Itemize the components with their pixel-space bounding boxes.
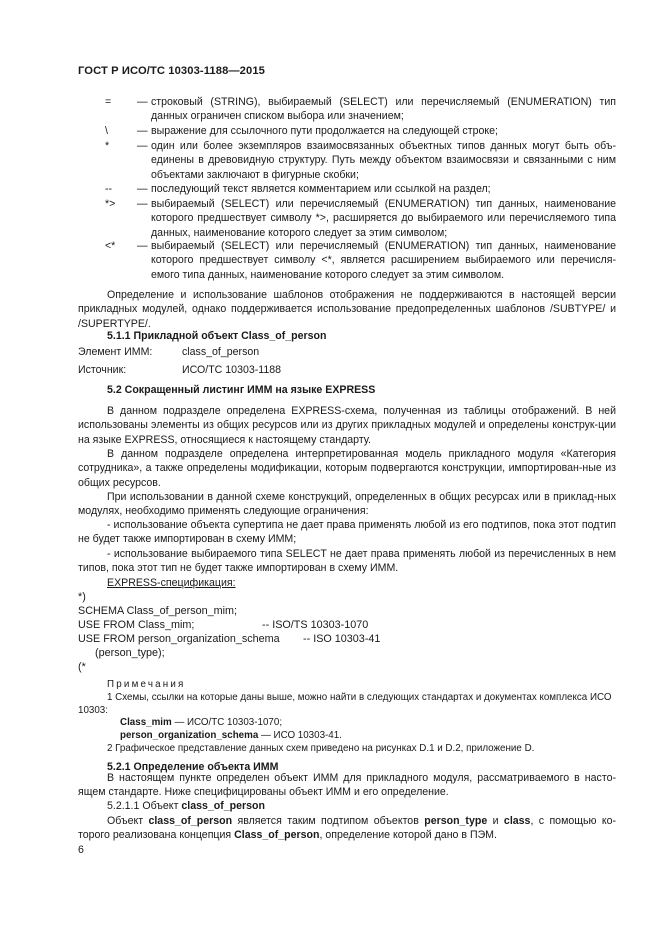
paragraph [78, 814, 616, 843]
code-line: (person_type); [95, 647, 165, 659]
source-label: Источник: [78, 364, 127, 376]
paragraph: В данном подразделе определена EXPRESS-схема, полученная из таблицы отображений. В ней использованы элементы из общих ресурсов или из других прикладных модулей и определены конструк-ции на языке EXPRESS, относящиеся к настоящему стандарту. [78, 405, 616, 446]
note-reference [120, 716, 282, 729]
reference-name: Class_mim [120, 717, 172, 728]
definition-text: строковый (STRING), выбираемый (SELECT) или перечисляемый (ENUMERATION) тип данных ограничен списком выбора или значением; [151, 96, 616, 123]
entity-name: person_type [424, 815, 488, 827]
subsection-number: 5.2.1.1 Объект [107, 800, 182, 812]
definition-dash: — [137, 125, 148, 137]
entity-name: class [503, 815, 531, 827]
definition-symbol: <* [105, 240, 116, 252]
definition-text: один или более экземпляров взаимосвязанных объектных типов данных могут быть объ-единены в древовидную структуру. Путь между объектом взаимосвязи и связанными с ним объектами заключают в фигурные скобки; [151, 140, 616, 181]
definition-dash: — [137, 96, 148, 108]
paragraph: В настоящем пункте определен объект ИММ для прикладного модуля, рассматриваемого в насто-ящем стандарте. Ниже специфицированы объект ИММ и его определение. [78, 772, 616, 799]
code-comment: -- ISO 10303-41 [303, 633, 381, 645]
code-line: *) [78, 591, 86, 603]
reference-name: person_organization_schema [120, 730, 259, 741]
source-value: ИСО/ТС 10303-1188 [182, 364, 282, 376]
definition-symbol: * [105, 140, 110, 152]
subsection-heading [107, 799, 265, 813]
definition-item [78, 95, 616, 124]
code-line: USE FROM person_organization_schema [78, 633, 280, 645]
code-comment: -- ISO/TS 10303-1070 [262, 619, 369, 631]
code-line: SCHEMA Class_of_person_mim; [78, 605, 238, 617]
notes-title: Примечания [107, 679, 186, 690]
entity-name: Class_of_person [234, 829, 320, 842]
definition-item [78, 197, 616, 240]
definition-dash: — [137, 198, 148, 210]
page-number: 6 [78, 844, 84, 856]
note-item: 2 Графическое представление данных схем приведено на рисунках D.1 и D.2, приложение D. [107, 743, 535, 754]
text-run: , с помощью ко-торого реализована концепция [78, 815, 616, 842]
definition-text: последующий текст является комментарием или ссылкой на раздел; [151, 183, 491, 195]
code-line: (* [78, 661, 86, 673]
definition-item [78, 124, 616, 138]
section-heading: 5.1.1 Прикладной объект Class_of_person [107, 330, 327, 342]
text-run: Объект [107, 815, 149, 827]
definition-item [78, 239, 616, 282]
list-item: - использование выбираемого типа SELECT не дает права применять любой из перечисленных в нем типов, пока этот тип не будет также импортирован в схему ИММ. [78, 548, 616, 575]
text-run: и [487, 815, 504, 827]
entity-name: class_of_person [148, 815, 233, 827]
definition-text: выбираемый (SELECT) или перечисляемый (ENUMERATION) тип данных, наименование которого предшествует символу *>, расширяется до выбираемого или перечисляемого типа данных, наименование которого следует за этим символом; [151, 198, 616, 239]
definition-symbol: \ [105, 125, 108, 137]
definition-item [78, 139, 616, 182]
subsection-entity: class_of_person [181, 800, 265, 812]
reference-standard: — ИСО 10303-41. [258, 730, 342, 741]
express-spec-label: EXPRESS-спецификация: [107, 577, 236, 589]
definition-symbol: = [105, 96, 112, 108]
section-heading: 5.2.1 Определение объекта ИММ [107, 761, 279, 773]
document-header: ГОСТ Р ИСО/ТС 10303-1188—2015 [78, 65, 265, 77]
definition-dash: — [137, 183, 148, 195]
text-run: , определение которой дано в ПЭМ. [319, 829, 497, 842]
definition-dash: — [137, 140, 148, 152]
definition-symbol: -- [105, 183, 113, 195]
code-line: USE FROM Class_mim; [78, 619, 195, 631]
definition-dash: — [137, 240, 148, 252]
list-item: - использование объекта супертипа не дает права применять любой из его подтипов, пока этот подтип не будет также импортирован в схему ИММ; [78, 519, 616, 546]
note-item: 1 Схемы, ссылки на которые даны выше, можно найти в следующих стандартах и документах комплекса ИСО 10303: [78, 692, 612, 716]
element-label: Элемент ИММ: [78, 346, 153, 358]
element-value: class_of_person [182, 346, 260, 358]
note-reference [120, 729, 342, 742]
mapping-note: Определение и использование шаблонов отображения не поддерживаются в настоящей версии прикладных модулей, однако поддерживается использование предопределенных шаблонов /SUBTYPE/ и /SUPERTYPE/. [78, 289, 616, 330]
text-run: является таким подтипом объектов [232, 815, 425, 827]
paragraph: При использовании в данной схеме конструкций, определенных в общих ресурсах или в приклад-ных модулях, необходимо применять следующие ограничения: [78, 491, 616, 518]
definition-text: выражение для ссылочного пути продолжается на следующей строке; [151, 125, 498, 137]
definition-symbol: *> [105, 198, 116, 210]
paragraph: В данном подразделе определена интерпретированная модель прикладного модуля «Категория сотрудника», а также определены модификации, которым подвергаются конструкции, импортирован-ные из общих ресурсов. [78, 448, 616, 489]
definition-item [78, 182, 616, 196]
section-heading: 5.2 Сокращенный листинг ИММ на языке EXPRESS [107, 384, 376, 396]
definition-text: выбираемый (SELECT) или перечисляемый (ENUMERATION) тип данных, наименование которого предшествует символу <*, является расширением выбираемого или перечисля-емого типа данных, наименование которого следует за этим символом. [151, 240, 616, 281]
reference-standard: — ИСО/ТС 10303-1070; [171, 717, 283, 728]
